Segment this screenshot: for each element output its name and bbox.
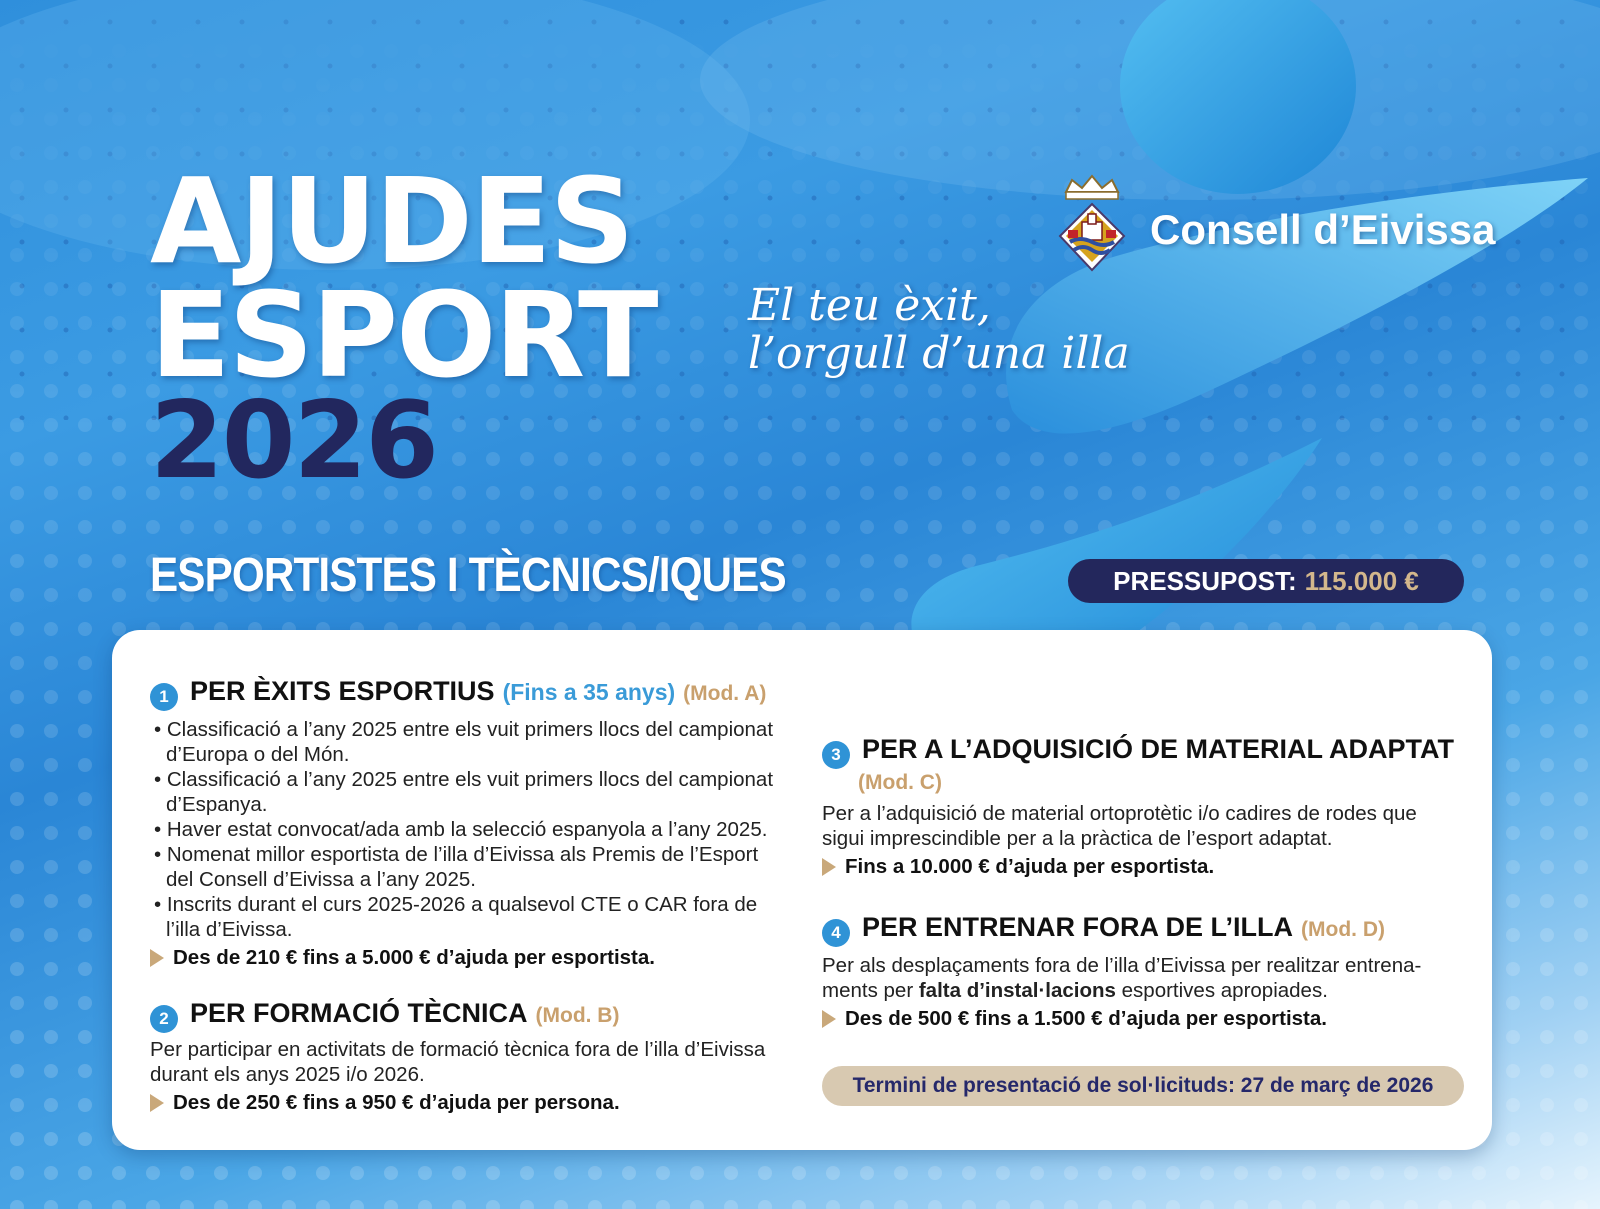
section-2-heading: PER FORMACIÓ TÈCNICA — [190, 998, 528, 1028]
title-line-2: ESPORT — [150, 266, 657, 404]
budget-value: 115.000 € — [1304, 565, 1419, 596]
number-badge-4: 4 — [822, 919, 850, 947]
section-3-mod: (Mod. C) — [858, 771, 942, 794]
budget-label: PRESSUPOST: — [1113, 565, 1297, 596]
section-3-header — [822, 734, 1455, 767]
budget-badge — [1068, 559, 1464, 603]
section-1-header — [150, 676, 790, 709]
section-4-mod: (Mod. D) — [1301, 918, 1385, 941]
title-line-1: AJUDES — [150, 152, 633, 290]
section-3-body: Per a l’adquisició de material ortoprotètic i/o cadires de rodes que sigui imprescindible per a la pràctica de l’esport adaptat. — [822, 802, 1417, 850]
coat-of-arms-icon — [1052, 174, 1132, 274]
number-badge-1: 1 — [150, 683, 178, 711]
section-2-amount-text: Des de 250 € fins a 950 € d’ajuda per persona. — [173, 1091, 620, 1114]
section-1-amount-text: Des de 210 € fins a 5.000 € d’ajuda per esportista. — [173, 946, 655, 969]
section-3-amount-text: Fins a 10.000 € d’ajuda per esportista. — [845, 855, 1215, 878]
section-2-body: Per participar en activitats de formació tècnica fora de l’illa d’Eivissa durant els anys 2025 i/o 2026. — [150, 1038, 766, 1086]
section-1-amount — [150, 946, 790, 970]
section-1-bullets — [150, 717, 790, 942]
slogan-line-1: El teu èxit, — [748, 280, 991, 331]
bullet-item: • Classificació a l’any 2025 entre els vuit primers llocs del campionat d’Europa o del Món. — [154, 718, 774, 766]
section-1-mod: (Mod. A) — [683, 682, 767, 705]
number-badge-3: 3 — [822, 741, 850, 769]
section-4 — [822, 912, 1452, 1031]
figure-head-shape — [1120, 0, 1356, 194]
title-year: 2026 — [150, 379, 438, 502]
slogan-line-2: l’orgull d’una illa — [748, 328, 1130, 380]
triangle-bullet-icon — [822, 1010, 836, 1028]
section-4-amount-text: Des de 500 € fins a 1.500 € d’ajuda per esportista. — [845, 1007, 1327, 1030]
section-4-amount — [822, 1007, 1452, 1031]
section-4-heading: PER ENTRENAR FORA DE L’ILLA — [862, 912, 1294, 942]
section-1-heading: PER ÈXITS ESPORTIUS — [190, 676, 495, 706]
section-3 — [822, 734, 1455, 879]
section-2-amount — [150, 1091, 790, 1115]
section-2 — [150, 998, 790, 1115]
triangle-bullet-icon — [150, 949, 164, 967]
slogan — [748, 282, 1130, 379]
section-4-body-end: esportives apropiades. — [1121, 979, 1328, 1002]
subtitle: ESPORTISTES I TÈCNICS/IQUES — [150, 549, 786, 602]
section-2-mod: (Mod. B) — [535, 1004, 620, 1027]
section-4-body-bold: falta d’instal·lacions — [918, 979, 1116, 1002]
triangle-bullet-icon — [822, 858, 836, 876]
section-3-heading: PER A L’ADQUISICIÓ DE MATERIAL ADAPTAT — [862, 734, 1455, 764]
section-4-header — [822, 912, 1452, 945]
bullet-item: • Nomenat millor esportista de l’illa d’Eivissa als Premis de l’Esport del Consell d’Eivissa a l’any 2025. — [154, 843, 759, 891]
section-4-body — [822, 953, 1452, 1003]
bullet-item: • Inscrits durant el curs 2025-2026 a qualsevol CTE o CAR fora de l’illa d’Eivissa. — [154, 893, 758, 941]
bullet-item: • Haver estat convocat/ada amb la selecció espanyola a l’any 2025. — [154, 818, 768, 841]
section-3-amount — [822, 855, 1452, 879]
section-1-age-range: (Fins a 35 anys) — [502, 679, 676, 705]
deadline-badge: Termini de presentació de sol·licituds: 27 de març de 2026 — [822, 1066, 1464, 1106]
section-1 — [150, 676, 790, 970]
logo-wordmark: Consell d’Eivissa — [1150, 206, 1496, 253]
number-badge-2: 2 — [150, 1005, 178, 1033]
section-4-body-start: Per als desplaçaments fora de l’illa d’Eivissa per realitzar entrena-ments per — [822, 954, 1422, 1002]
triangle-bullet-icon — [150, 1094, 164, 1112]
section-3-mod-row — [822, 771, 1452, 795]
section-2-header — [150, 998, 790, 1031]
bullet-item: • Classificació a l’any 2025 entre els vuit primers llocs del campionat d’Espanya. — [154, 768, 774, 816]
